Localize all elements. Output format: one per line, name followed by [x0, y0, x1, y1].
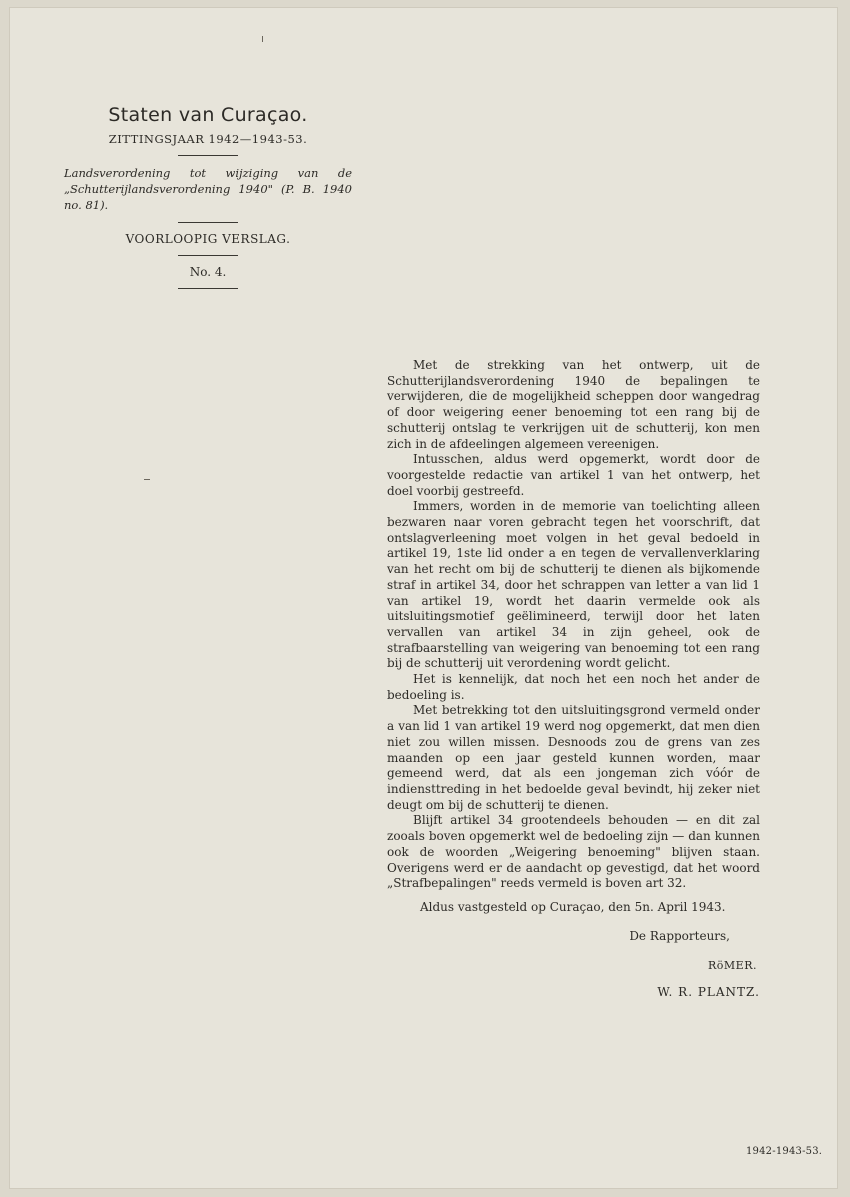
session-year: ZITTINGSJAAR 1942—1943-53. — [108, 132, 308, 146]
body-paragraph: Met de strekking van het ontwerp, uit de Schutterijlandsverordening 1940 de bepalingen te verwijderen, die de mogelijkheid scheppen door wangedrag of door weigering eener benoeming tot een rang bij de schutterij ontslag te verkrijgen uit de schutterij, kon men zich in de afdeelingen algemeen vereenigen. — [387, 358, 760, 451]
margin-mark — [262, 36, 263, 42]
report-number: No. 4. — [189, 265, 227, 279]
divider — [178, 255, 238, 256]
bill-title: Landsverordening tot wijziging van de „Schutterijlandsverordening 1940" (P. B. 1940 no. 81). — [64, 166, 352, 212]
body-paragraph: Intusschen, aldus werd opgemerkt, wordt door de voorgestelde redactie van artikel 1 van het ontwerp, het doel voorbij gestreefd. — [387, 452, 760, 498]
divider — [178, 288, 238, 289]
report-title: VOORLOOPIG VERSLAG. — [125, 232, 291, 246]
closing-statement: Aldus vastgesteld op Curaçao, den 5n. April 1943. — [420, 899, 726, 914]
body-paragraph: Immers, worden in de memorie van toelichting alleen bezwaren naar voren gebracht tegen het voorschrift, dat ontslagverleening moet volgen in het geval bedoeld in artikel 19, 1ste lid onder a en tegen de vervallenverklaring van het recht om bij de schutterij te dienen als bijkomende straf in artikel 34, door het schrappen van letter a van lid 1 van artikel 19, wordt het daarin vermelde ook als uitsluitingsmotief geëlimineerd, terwijl door het laten vervallen van artikel 34 in zijn geheel, ook de strafbaarstelling van weigering van benoeming tot een rang bij de schutterij uit verordening wordt gelicht. — [387, 499, 760, 671]
signatory-name: RöMER. — [708, 959, 757, 973]
body-paragraph: Blijft artikel 34 grootendeels behouden — en dit zal zooals boven opgemerkt wel de bedoeling zijn — dan kunnen ook de woorden „Weigering benoeming" blijven staan. Overigens werd er de aandacht op gevestigd, dat het woord „Strafbepalingen" reeds vermeld is boven art 32. — [387, 813, 760, 891]
divider — [178, 155, 238, 156]
margin-mark — [144, 479, 150, 480]
body-paragraph: Met betrekking tot den uitsluitingsgrond vermeld onder a van lid 1 van artikel 19 werd nog opgemerkt, dat men dien niet zou willen missen. Desnoods zou de grens van zes maanden op een jaar gesteld kunnen worden, maar gemeend werd, dat als een jongeman zich vóór de indiensttreding in het bedoelde geval bevindt, hij zeker niet deugt om bij de schutterij te dienen. — [387, 703, 760, 812]
report-body — [387, 358, 760, 1001]
document-code: 1942-1943-53. — [746, 1146, 823, 1157]
document-header — [62, 104, 354, 298]
body-paragraph: Het is kennelijk, dat noch het een noch het ander de bedoeling is. — [387, 672, 760, 702]
divider — [178, 222, 238, 223]
rapporteurs-label: De Rapporteurs, — [629, 928, 730, 943]
signatory-name: W. R. PLANTZ. — [657, 985, 760, 1000]
document-title: Staten van Curaçao. — [108, 104, 308, 126]
